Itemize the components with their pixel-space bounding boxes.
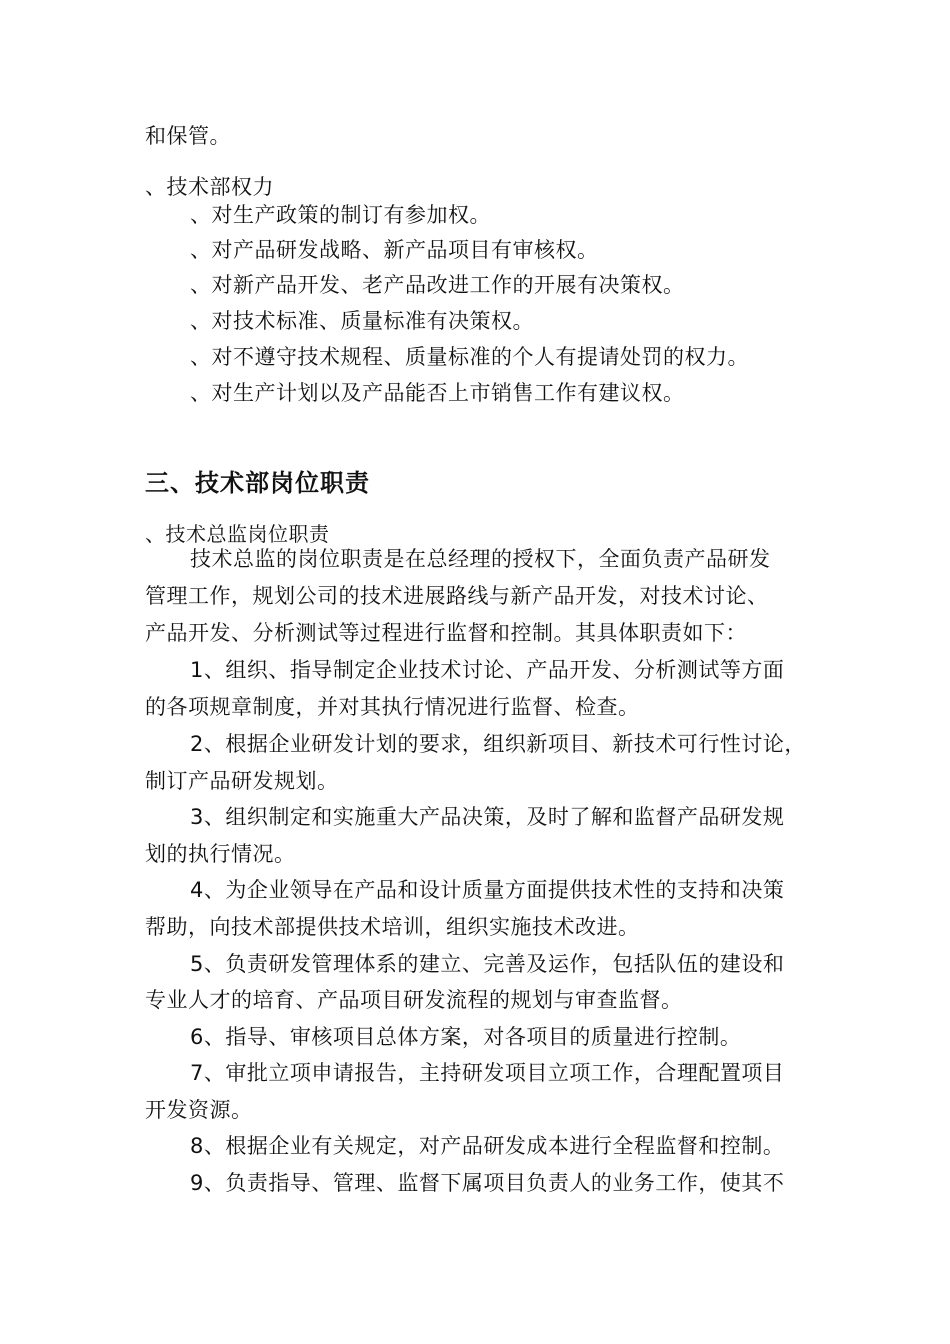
body-line: 8、根据企业有关规定，对产品研发成本进行全程监督和控制。 [190, 1134, 785, 1158]
body-line: 4、为企业领导在产品和设计质量方面提供技术性的支持和决策 [190, 878, 785, 902]
body-line: 划的执行情况。 [145, 842, 296, 866]
body-line: 产品开发、分析测试等过程进行监督和控制。其具体职责如下： [145, 621, 747, 645]
body-line: 2、根据企业研发计划的要求，组织新项目、新技术可行性讨论， [190, 732, 806, 756]
section-heading: 三、技术部岗位职责 [145, 469, 370, 497]
authority-item: 、对产品研发战略、新产品项目有审核权。 [190, 238, 599, 262]
authority-item: 、对不遵守技术规程、质量标准的个人有提请处罚的权力。 [190, 345, 749, 369]
body-line: 1、组织、指导制定企业技术讨论、产品开发、分析测试等方面 [190, 658, 785, 682]
body-line: 6、指导、审核项目总体方案，对各项目的质量进行控制。 [190, 1025, 742, 1049]
intro-tail-text: 和保管。 [145, 124, 231, 148]
authority-title: 、技术部权力 [145, 175, 274, 199]
authority-item: 、对生产政策的制订有参加权。 [190, 203, 491, 227]
body-line: 制订产品研发规划。 [145, 769, 339, 793]
body-line: 帮助，向技术部提供技术培训，组织实施技术改进。 [145, 915, 640, 939]
body-line: 专业人才的培育、产品项目研发流程的规划与审查监督。 [145, 988, 683, 1012]
body-line: 3、组织制定和实施重大产品决策，及时了解和监督产品研发规 [190, 805, 785, 829]
authority-item: 、对技术标准、质量标准有决策权。 [190, 309, 534, 333]
body-line: 开发资源。 [145, 1098, 253, 1122]
authority-item: 、对新产品开发、老产品改进工作的开展有决策权。 [190, 273, 685, 297]
sub-title: 、技术总监岗位职责 [145, 522, 330, 546]
body-line: 9、负责指导、管理、监督下属项目负责人的业务工作，使其不 [190, 1171, 785, 1195]
body-line: 技术总监的岗位职责是在总经理的授权下，全面负责产品研发 [190, 547, 771, 571]
body-line: 管理工作，规划公司的技术进展路线与新产品开发，对技术讨论、 [145, 584, 769, 608]
body-line: 7、审批立项申请报告，主持研发项目立项工作，合理配置项目 [190, 1061, 785, 1085]
authority-item: 、对生产计划以及产品能否上市销售工作有建议权。 [190, 381, 685, 405]
body-line: 的各项规章制度，并对其执行情况进行监督、检查。 [145, 695, 640, 719]
body-line: 5、负责研发管理体系的建立、完善及运作，包括队伍的建设和 [190, 952, 785, 976]
